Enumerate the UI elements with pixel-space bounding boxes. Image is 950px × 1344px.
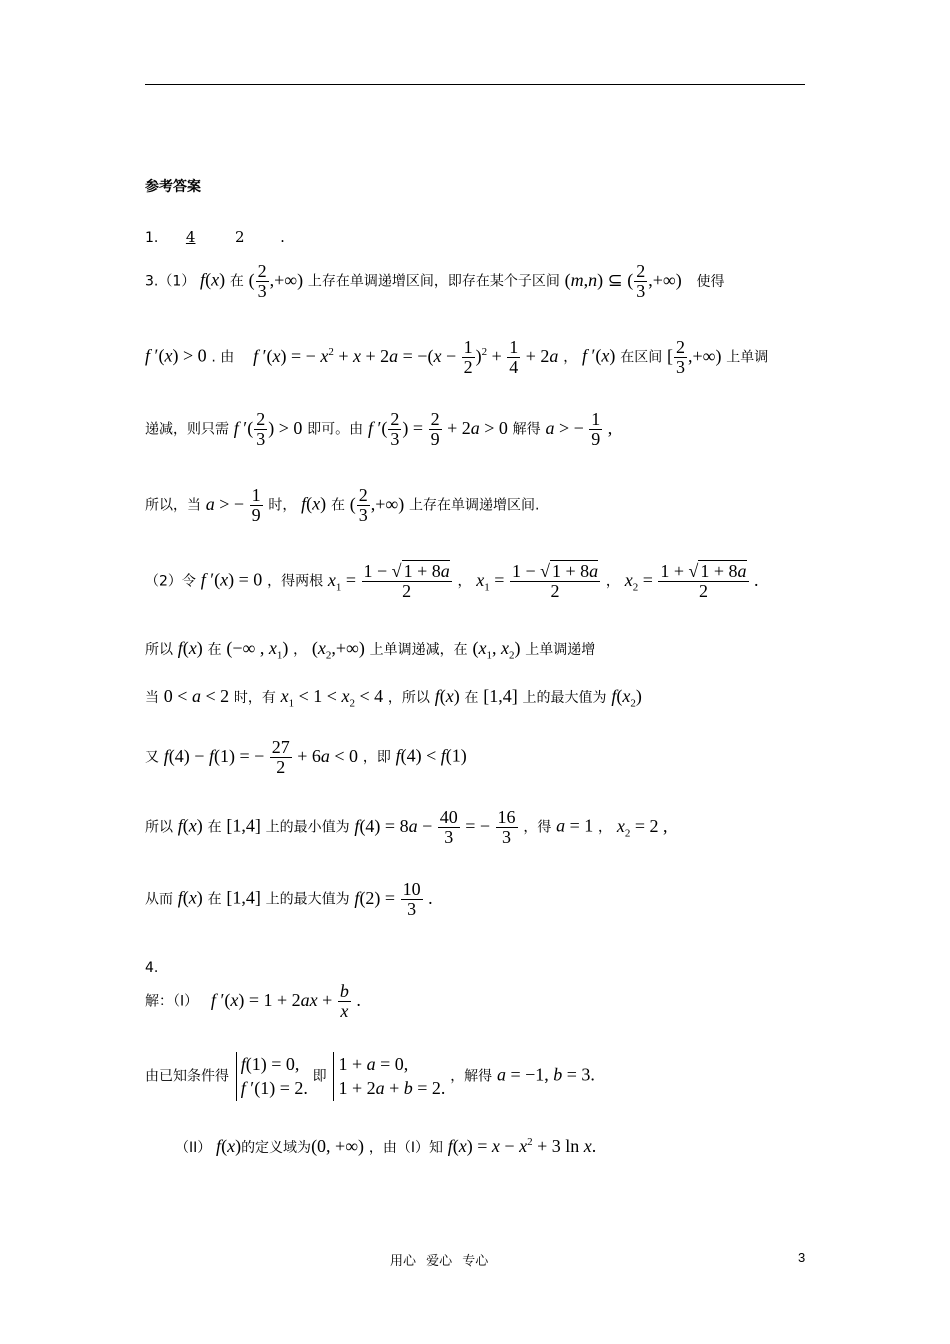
answer-3-line-1: 3.（1） f(x) 在 ( $\frac{2}{3}$ ,+∞) 上存在单调递增区间，即存在某个子区间 (m,n) ⊆ ( $\frac{2}{3}$ ,+∞) 使得 — [145, 261, 725, 301]
answer-3-line-4: 所以，当 a > − $\frac{1}{9}$ 时， f(x) 在 ( $\frac{2}{3}$ ,+∞) 上存在单调递增区间. — [145, 485, 540, 525]
answer-4-line-2: 由已知条件得 f(1) = 0, f ′(1) = 2. 即 1 + a = 0, 1 + 2a + b = 2. ，解得 a = −1, b = 3. — [145, 1052, 595, 1101]
answer-3-line-2: f ′(x) > 0 . 由 f ′(x) = − $x^2 + x + 2a = -(x$ − $\frac{1}{2}$ )$^2$ + $\frac{1}{4}$ + 2a ， f ′(x) 在区间 [ $\frac{2}{3}$ ,+∞) 上单调 — [145, 337, 769, 377]
answer-3-part-2-line-5: 所以 f(x) 在 [1,4] 上的最小值为 f(4) = 8a − $\frac{40}{3}$ = − $\frac{16}{3}$ ，得 a = 1 ， $x_2 = 2$ , — [145, 807, 668, 847]
page-number: 3 — [798, 1250, 806, 1265]
answer-3-line-3: 递减，则只需 f ′( $\frac{2}{3}$ ) > 0 即可。由 f ′( $\frac{2}{3}$ ) = $\frac{2}{9}$ + 2a > 0 解得 a > − $\frac{1}{9}$ , — [145, 409, 613, 449]
answer-3-part-2-line-6: 从而 f(x) 在 [1,4] 上的最大值为 f(2) = $\frac{10}{3}$ . — [145, 879, 433, 919]
page-title: 参考答案 — [145, 179, 201, 195]
answer-3-part-2-line-3: 当 0 < a < 2 时，有 $x_1 < 1 < x_2 < 4$ ，所以 f(x) 在 [1,4] 上的最大值为 $f(x_2)$ — [145, 686, 642, 710]
header-rule — [145, 84, 805, 85]
answer-3-part-2-line-1: （2）令 f ′(x) = 0 ，得两根 $x_1$ = $\frac{1 - √ 1 + 8a}{2}$ ， $x_1$ = $\frac{1 - √ 1 + 8a}{2}$ ， $x_2$ = $\frac{1 + √ 1 + 8a}{2}$ . — [145, 561, 759, 601]
answer-3-part-2-line-4: 又 f(4) − f(1) = − $\frac{27}{2}$ + 6a < 0 ，即 f(4) < f(1) — [145, 737, 467, 777]
page-footer: 用心 爱心 专心 — [390, 1254, 489, 1269]
answer-1: 1. 4 2 . — [145, 228, 285, 246]
answer-4-line-1: 解：（I） f ′(x) = 1 + 2ax + $\frac{b}{x}$ . — [145, 981, 361, 1021]
answer-1-blank: 4 — [185, 228, 196, 246]
answer-3-part-2-line-2: 所以 f(x) 在 (−∞ , $x_1$) ， $(x_2,+\infty)$ 上单调递减，在 ($x_1$, $x_2$) 上单调递增 — [145, 638, 596, 662]
answer-4-line-3: （II） f(x)的定义域为(0, +∞) ，由（I）知 $f(x) = x - x^2 + 3$ ln x. — [175, 1136, 597, 1156]
answer-4-number: 4. — [145, 960, 159, 976]
